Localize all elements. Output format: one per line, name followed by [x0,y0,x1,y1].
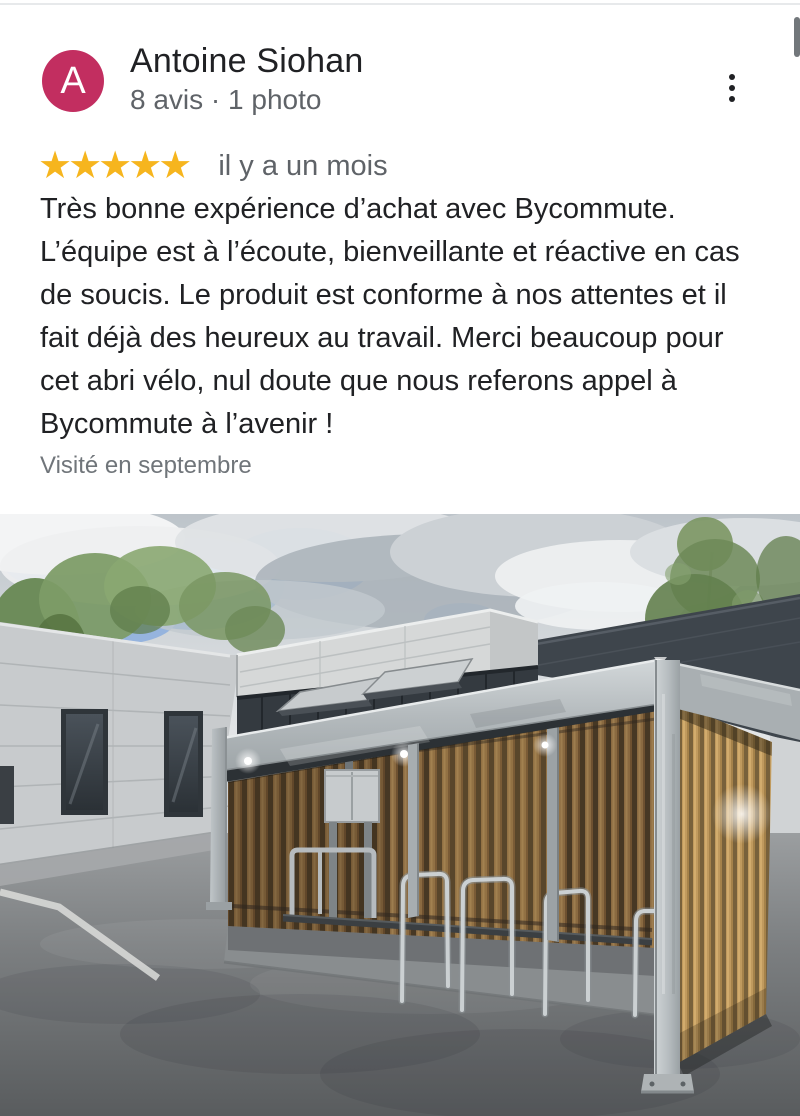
window-left-2 [164,711,203,817]
more-options-icon [729,74,735,80]
reviewer-stats: 8 avis · 1 photo [130,84,322,115]
review-text: Très bonne expérience d’achat avec Bycommute. L’équipe est à l’écoute, bienveillante et réactive en cas de soucis. Le produit est conforme à nos attentes et il fait déjà des heureux au travail. Merci beaucoup pour cet abri vélo, nul doute que nous referons appel à Bycommute à l’avenir ! [40,193,740,440]
review-photo-illustration [0,514,800,1116]
rating-stars-icon: ★★★★★ [38,145,189,187]
scrollbar-thumb[interactable] [794,17,800,57]
avatar[interactable]: A [42,50,104,112]
shelter-right-wall [676,700,776,1070]
more-options-button[interactable] [722,68,742,108]
building-left-facade [0,622,240,865]
top-divider [0,3,800,5]
window-left-1 [61,709,108,815]
reviewer-name[interactable]: Antoine Siohan [130,42,364,80]
review-date: il y a un mois [218,149,388,182]
rating-row [38,144,388,188]
window-edge [0,766,14,824]
visited-date: Visité en septembre [40,452,252,479]
review-photo[interactable] [0,514,800,1116]
